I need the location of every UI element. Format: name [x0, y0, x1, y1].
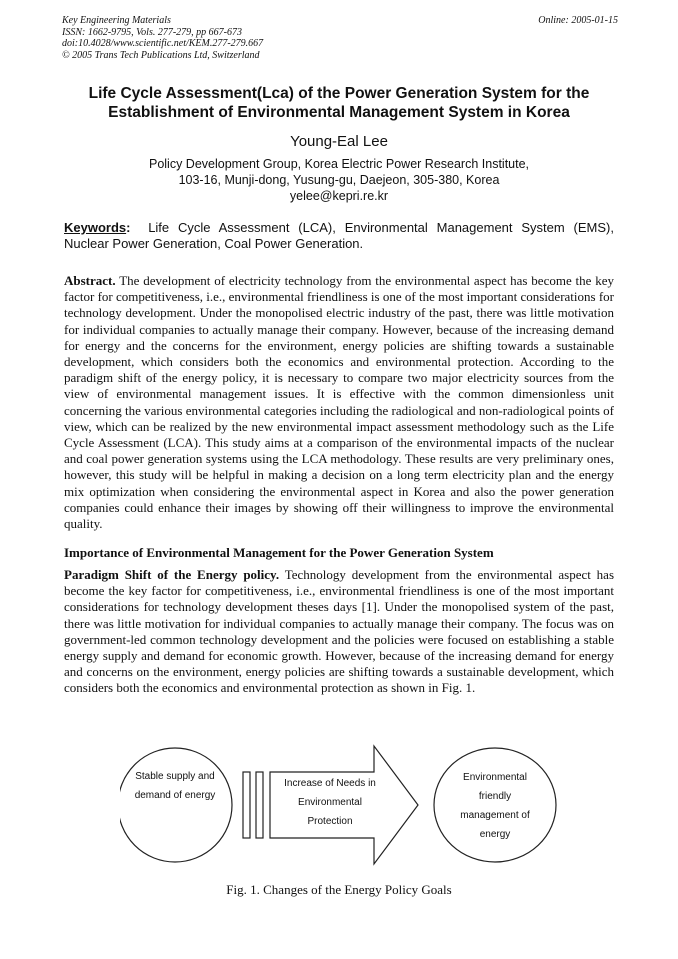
figure-caption: Fig. 1. Changes of the Energy Policy Goals	[226, 882, 452, 897]
issn-line: ISSN: 1662-9795, Vols. 277-279, pp 667-673	[62, 26, 242, 38]
bar-2	[256, 772, 263, 838]
paragraph-lead: Paradigm Shift of the Energy policy.	[64, 567, 280, 582]
left-circle-label: Stable supply and demand of energy	[134, 771, 216, 801]
journal-name: Key Engineering Materials	[62, 15, 171, 26]
keywords: Keywords: Life Cycle Assessment (LCA), Environmental Management System (EMS), Nuclear Power Generation, Coal Power Generation.	[64, 220, 614, 251]
section-heading: Importance of Environmental Management for the Power Generation System	[64, 545, 494, 560]
affiliation-line-1: Policy Development Group, Korea Electric Power Research Institute,	[148, 157, 530, 171]
body-paragraph	[64, 567, 614, 697]
author-name: Young-Eal Lee	[290, 133, 388, 150]
keywords-text: Life Cycle Assessment (LCA), Environmental Management System (EMS), Nuclear Power Generation, Coal Power Generation.	[64, 220, 614, 251]
arrow-label: Increase of Needs in Environmental Protection	[284, 778, 376, 827]
left-circle	[120, 748, 232, 862]
doi-line: doi:10.4028/www.scientific.net/KEM.277-279.667	[62, 38, 264, 49]
abstract	[64, 273, 614, 532]
bar-1	[243, 772, 250, 838]
keywords-label: Keywords	[64, 220, 127, 235]
affiliation-line-2: 103-16, Munji-dong, Yusung-gu, Daejeon, 305-380, Korea	[178, 173, 500, 187]
journal-header	[62, 15, 618, 61]
affiliation	[40, 156, 638, 204]
copyright-line: © 2005 Trans Tech Publications Ltd, Switzerland	[62, 49, 260, 61]
author-email: yelee@kepri.re.kr	[289, 189, 389, 203]
abstract-text: The development of electricity technology from the environmental aspect has become the key factor for competitiveness, i.e., environmental friendliness is one of the most important considerations for technology development. Under the monopolised electric industry of the past, there was little motivation for individual companies to actually manage their company. However, because of the increasing demand for energy and the concerns for the environment, energy policies are shifting towards a sustainable development, which considers both the economics and environmental protection. According to the paradigm shift of the energy policy, it is necessary to compare two major electricity sources from the view of environmental management issues. It is effective with the common dimensionless unit concerning the various environmental categories including the radiological and non-radiological points of view, which can be realized by the new environmental impact assessment methodology such as the Life Cycle Assessment (LCA). This study aims at a comparison of the environmental impacts of the nuclear and coal power generation systems using the LCA methodology. These results are very preliminary ones, however, this study will be helpful in making a decision on a long term electricity plan and the energy mix optimization when considering the environmental aspect in Korea and also the power generation companies could enhance their images by showing off their willingness to improve the environmental quality.	[64, 273, 614, 532]
figure-1	[120, 740, 570, 880]
paper-title: Life Cycle Assessment(Lca) of the Power Generation System for the Establishment of Environmental Management System in Korea	[88, 85, 590, 121]
online-date: Online: 2005-01-15	[538, 15, 618, 26]
paragraph-text: Technology development from the environmental aspect has become the key factor for competitiveness, i.e., environmental friendliness is one of the most important considerations for technology development theses days [1]. Under the monopolised system of the past, there was little motivation for individual companies to actually manage their company. The focus was on government-led common technology development and the policies were focused on establishing a stable energy supply and demand for economic growth. However, because of the increasing demand for energy and concerns on the environment, energy policies are shifting towards a sustainable development, which considers both the economics and environmental protection as shown in Fig. 1.	[64, 567, 615, 696]
abstract-label: Abstract.	[64, 273, 116, 288]
right-circle-label: Environmental friendly management of energy	[460, 772, 530, 840]
